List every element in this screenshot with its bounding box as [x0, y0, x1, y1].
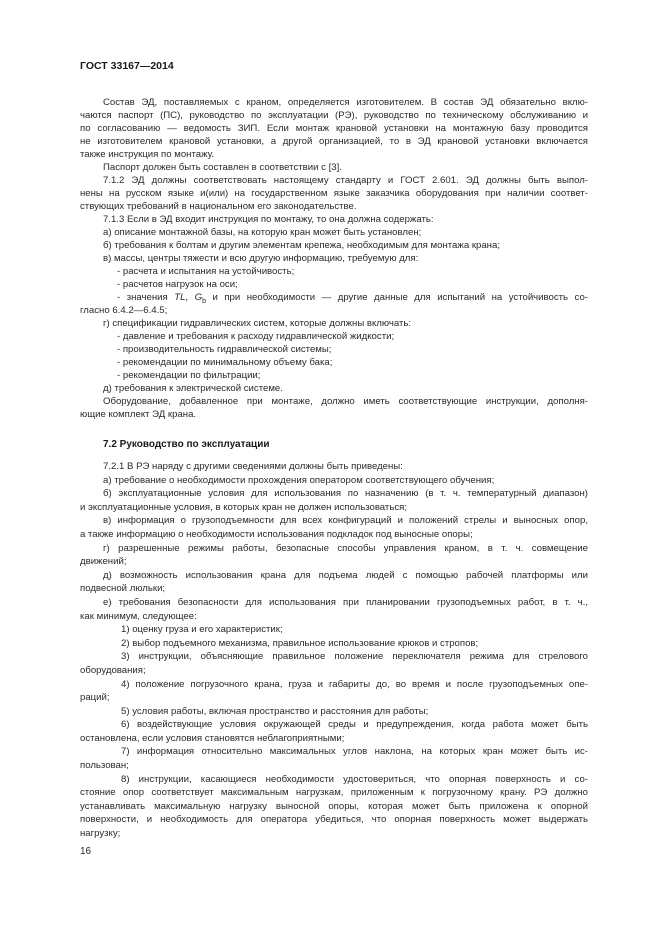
section-heading: 7.2 Руководство по эксплуатации: [103, 439, 270, 450]
text-line: также инструкция по монтажу.: [80, 149, 215, 160]
text-line: по согласованию — ведомость ЗИП. Если монтаж крановой установки на монтажную базу проводится: [80, 123, 588, 134]
text-line: д) возможность использования крана для подъема людей с помощью рабочей платформы или: [103, 569, 588, 581]
text-line: в) массы, центры тяжести и всю другую информацию, требуемую для:: [103, 253, 419, 264]
text-line: Состав ЭД, поставляемых с краном, определяется изготовителем. В состав ЭД обязательно вклю-: [103, 97, 588, 108]
text-line: 6) воздействующие условия окружающей среды и предупреждения, когда работа может быть: [121, 719, 588, 731]
text-line: пользован;: [80, 760, 129, 772]
text-line: Паспорт должен быть составлен в соответствии с [3].: [103, 162, 342, 173]
text-line: в) информация о грузоподъемности для всех конфигураций и положений стрелы и выносных опор,: [103, 515, 588, 527]
text-line: - рекомендации по минимальному объему бака;: [117, 357, 333, 368]
text-line: - расчетов нагрузок на оси;: [117, 279, 238, 290]
special-line-tl: TL: [174, 292, 186, 303]
special-line-g: G: [194, 292, 203, 303]
text-line: 3) инструкции, объясняющие правильное положение переключателя режима для стрелового: [121, 651, 588, 663]
text-line: устанавливать максимальную нагрузку выносной опоры, которая может быть приложена к опорной: [80, 800, 588, 812]
text-line: 7) информация относительно максимальных углов наклона, на которых кран может быть ис-: [121, 746, 588, 758]
text-line: движений;: [80, 556, 127, 568]
text-line: 1) оценку груза и его характеристик;: [121, 624, 283, 636]
special-line-sub: b: [202, 297, 206, 304]
text-line: - производительность гидравлической системы;: [117, 344, 332, 355]
text-line: - расчета и испытания на устойчивость;: [117, 266, 295, 277]
text-line: ющие комплект ЭД крана.: [80, 409, 197, 420]
text-line: не изготовителем крановой установки, а другой организацией, то в ЭД крановой установки включается: [80, 136, 588, 147]
text-line: и эксплуатационные условия, в которых кран не должен использоваться;: [80, 501, 407, 513]
text-line: 7.1.3 Если в ЭД входит инструкция по монтажу, то она должна содержать:: [103, 214, 434, 225]
text-line: а) описание монтажной базы, на которую кран может быть установлен;: [103, 227, 422, 238]
text-line: чаются паспорт (ПС), руководство по эксплуатации (РЭ), руководство по техническому обслуживанию и: [80, 110, 588, 121]
text-line: нены на русском языке и(или) на государственном языке заказчика оборудования при наличии соответ-: [80, 188, 588, 199]
text-line: 7.1.2 ЭД должны соответствовать настоящему стандарту и ГОСТ 2.601. ЭД должны быть выпол-: [103, 175, 588, 186]
text-line: как минимум, следующее:: [80, 610, 197, 622]
text-line: стояние опор соответствует максимальным нагрузкам, приложенным к погрузочному крану. РЭ должно: [80, 787, 588, 799]
page-number: 16: [80, 846, 92, 857]
section-7-2-text: [80, 460, 588, 841]
section-7-1-text: [80, 96, 588, 421]
text-line: г) спецификации гидравлических систем, которые должны включать:: [103, 318, 412, 329]
text-line: раций;: [80, 692, 110, 704]
text-line: 8) инструкции, касающиеся необходимости удостовериться, что опорная поверхность и со-: [121, 773, 588, 785]
text-line: 7.2.1 В РЭ наряду с другими сведениями должны быть приведены:: [103, 461, 403, 472]
text-line: оборудования;: [80, 664, 146, 676]
special-line-sep: ,: [185, 292, 195, 303]
text-line: нагрузку;: [80, 828, 121, 840]
text-line: г) разрешенные режимы работы, безопасные способы управления краном, в т. ч. совмещение: [103, 542, 588, 554]
text-line: Оборудование, добавленное при монтаже, должно иметь соответствующие инструкции, дополня-: [103, 396, 588, 407]
text-line: подвесной люльки;: [80, 583, 166, 595]
special-line-pre: - значения: [117, 292, 175, 303]
text-line: д) требования к электрической системе.: [103, 383, 283, 394]
text-line: - давление и требования к расходу гидравлической жидкости;: [117, 331, 395, 342]
special-line-post: и при необходимости — другие данные для испытаний на устойчивость со-: [205, 292, 588, 303]
text-line: - рекомендации по фильтрации;: [117, 370, 261, 381]
text-line: а) требование о необходимости прохождения оператором соответствующего обучения;: [103, 474, 495, 486]
text-line: 4) положение погрузочного крана, груза и габариты до, во время и после грузоподъемных опе-: [121, 678, 588, 690]
text-line: поверхности, и необходимость для оператора убедиться, что опорная поверхность может выдержать: [80, 814, 588, 826]
text-line: [80, 291, 588, 304]
text-line: 5) условия работы, включая пространство и расстояния для работы;: [121, 705, 429, 717]
text-line: б) эксплуатационные условия для использования по назначению (в т. ч. температурный диапазон): [103, 488, 588, 500]
text-line: а также информацию о необходимости использования подкладок под выносные опоры;: [80, 528, 473, 540]
document-header: ГОСТ 33167—2014: [80, 60, 174, 72]
text-line: б) требования к болтам и другим элементам крепежа, необходимым для монтажа крана;: [103, 240, 500, 251]
text-line: ствующих требований в национальном его законодательстве.: [80, 201, 357, 212]
text-line: гласно 6.4.2—6.4.5;: [80, 305, 168, 316]
text-line: е) требования безопасности для использования при планировании грузоподъемных работ, в т. ч.,: [103, 596, 588, 608]
text-line: 2) выбор подъемного механизма, правильное использование крюков и стропов;: [121, 637, 479, 649]
text-line: остановлена, если условия становятся неблагоприятными;: [80, 732, 345, 744]
